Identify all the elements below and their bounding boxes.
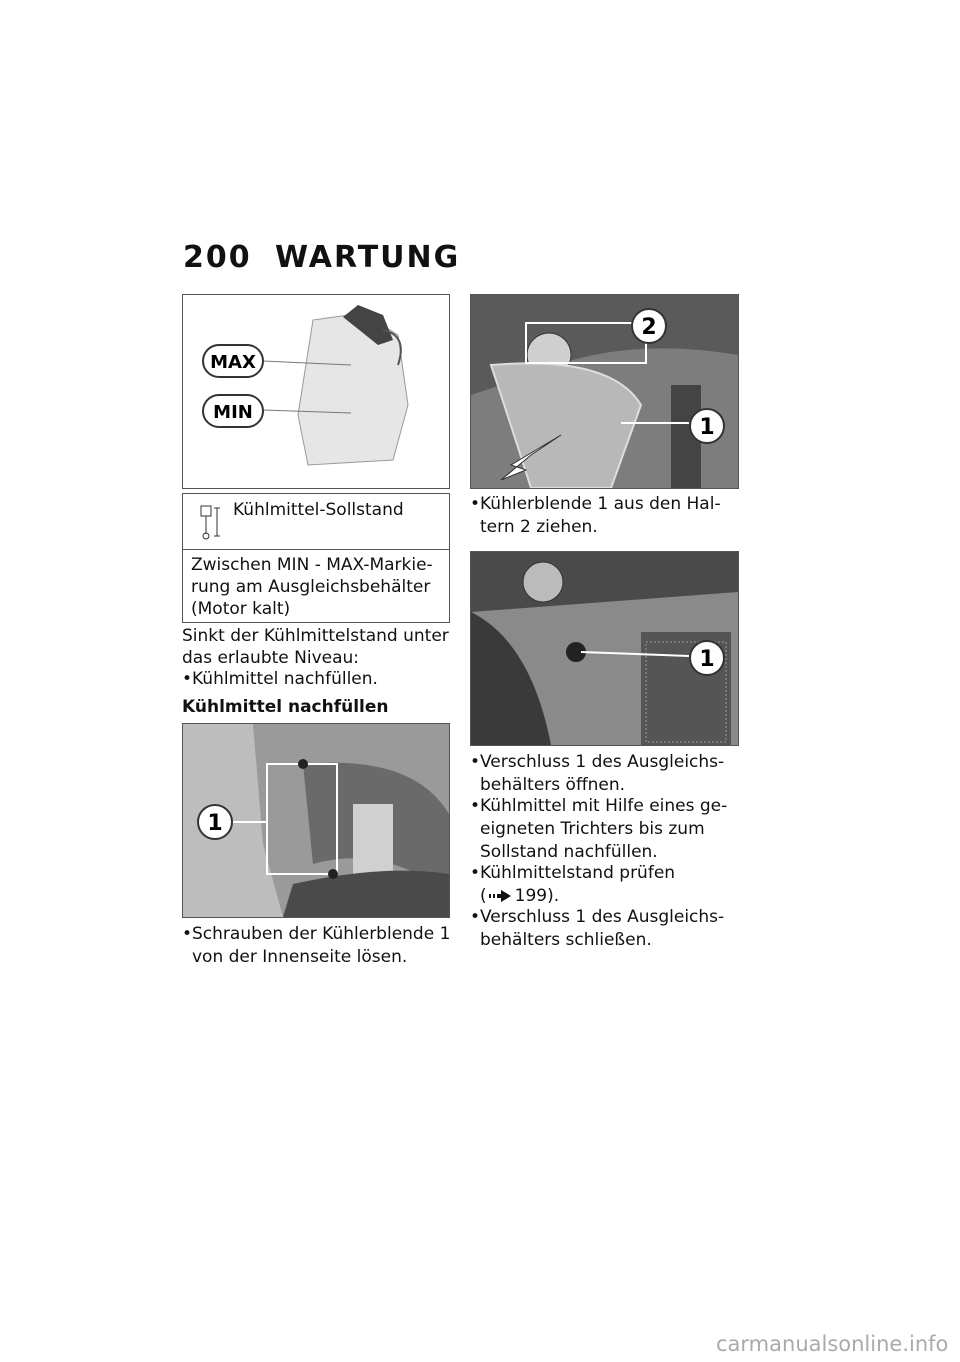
para-line: das erlaubte Niveau: <box>182 648 360 668</box>
check-bullet <box>470 862 675 908</box>
bullet-text: Verschluss 1 des Ausgleichs- <box>480 907 725 927</box>
screws-figure <box>182 723 450 918</box>
bullet-icon: • <box>470 494 481 514</box>
open-cap-bullet <box>470 751 724 797</box>
bullet-text: eigneten Trichters bis zum <box>480 819 705 839</box>
bullet-text: Kühlmittelstand prüfen <box>480 863 676 883</box>
page-reference-arrow-icon <box>489 890 511 902</box>
min-callout: MIN <box>213 402 253 423</box>
bullet-text: tern 2 ziehen. <box>480 517 598 537</box>
section-heading: Kühlmittel nachfüllen <box>182 697 389 717</box>
bullet-text: Kühlmittel mit Hilfe eines ge- <box>480 796 728 816</box>
bullet-text: von der Innenseite lösen. <box>192 947 408 967</box>
bullet-text: Kühlmittel nachfüllen. <box>192 669 378 689</box>
close-cap-bullet <box>470 906 724 952</box>
bullet-icon: • <box>182 924 193 944</box>
pull-cover-bullet <box>470 493 721 539</box>
bullet-icon: • <box>470 863 481 883</box>
cap-callout-1: 1 <box>699 647 715 672</box>
coolant-level-box <box>182 493 450 623</box>
refill-bullet <box>182 668 378 691</box>
bullet-icon: • <box>182 669 193 689</box>
coolant-level-label: Kühlmittel-Sollstand <box>233 500 404 520</box>
bullet-text: Schrauben der Kühlerblende 1 <box>192 924 451 944</box>
watermark: carmanualsonline.info <box>716 1332 949 1356</box>
fill-bullet <box>470 795 727 864</box>
page-title: WARTUNG <box>275 240 461 275</box>
screws-bullet <box>182 923 450 969</box>
bullet-text: Verschluss 1 des Ausgleichs- <box>480 752 725 772</box>
cover-callout-1: 1 <box>699 415 715 440</box>
bullet-text: behälters schließen. <box>480 930 652 950</box>
bullet-text: Sollstand nachfüllen. <box>480 842 658 862</box>
max-callout: MAX <box>210 352 256 373</box>
level-paragraph <box>182 625 449 669</box>
page-header <box>183 240 460 275</box>
para-line: Sinkt der Kühlmittelstand unter <box>182 626 449 646</box>
box-line: (Motor kalt) <box>191 599 291 619</box>
box-line: Zwischen MIN - MAX-Markie- <box>191 555 433 575</box>
page-number: 200 <box>183 240 252 275</box>
radiator-cover-figure <box>470 294 739 489</box>
bullet-text: behälters öffnen. <box>480 775 626 795</box>
bullet-icon: • <box>470 907 481 927</box>
screws-callout-1: 1 <box>207 811 223 836</box>
box-line: rung am Ausgleichsbehälter <box>191 577 431 597</box>
bullet-text: Kühlerblende 1 aus den Hal- <box>480 494 721 514</box>
bullet-icon: • <box>470 796 481 816</box>
reservoir-figure <box>182 294 450 489</box>
cover-callout-2: 2 <box>641 315 657 340</box>
page-reference-line: ( 199). <box>480 886 560 906</box>
bullet-icon: • <box>470 752 481 772</box>
reservoir-level-icon <box>197 502 223 546</box>
reservoir-cap-figure <box>470 551 739 746</box>
bullet-text: 199). <box>514 886 560 906</box>
